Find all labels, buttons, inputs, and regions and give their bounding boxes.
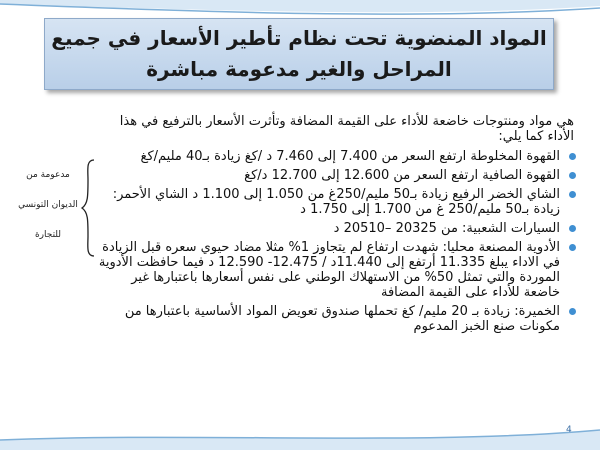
bullet-text: القهوة المخلوطة ارتفع السعر من 7.400 إلى 7.460 د /كغ زيادة بـ40 مليم/كغ	[140, 149, 560, 164]
bullet-icon	[569, 225, 576, 232]
bullet-item	[96, 187, 578, 217]
bullet-icon	[569, 244, 576, 251]
side-note-line: للتجارة	[34, 230, 62, 240]
intro-text: هي مواد ومنتوجات خاضعة للأداء على القيمة المضافة وتأثرت الأسعار بالترفيع في هذا الأداء كما يلي:	[119, 114, 574, 144]
bullet-item	[96, 149, 578, 164]
bullet-item	[96, 168, 578, 183]
bullet-item	[96, 221, 578, 236]
side-note-line: الديوان التونسي	[18, 200, 78, 210]
bullet-icon	[569, 191, 576, 198]
page-number: 4	[566, 425, 572, 435]
slide-content	[96, 114, 578, 338]
bullet-text: القهوة الصافية ارتفع السعر من 12.600 إلى 12.700 د/كغ	[244, 168, 560, 183]
bullet-item	[96, 304, 578, 334]
bullet-text: الشاي الخضر الرفيع زيادة بـ50 مليم/250غ من 1.050 إلى 1.100 د الشاي الأحمر: زيادة بـ50 مليم/250 غ من 1.700 إلى 1.750 د	[112, 187, 560, 217]
bullet-text: السيارات الشعبية: من 20325 –20510 د	[333, 221, 560, 236]
brace-icon	[80, 158, 98, 258]
side-note	[14, 160, 82, 250]
bullet-item	[96, 240, 578, 300]
side-note-line: مدعومة من	[26, 170, 70, 180]
bottom-decoration	[0, 410, 600, 450]
bullet-text: الأدوية المصنعة محليا: شهدت ارتفاع لم يتجاوز 1% مثلا مضاد حيوي سعره قبل الزيادة في الاداء يبلغ 11.335 أرتفع إلى 11.440د / 12.475- 12.590 د فيما حافظت الأدوية الموردة والتي تمثل 50% من الاستهلاك الوطني على نفس أسعارها باعتبارها غير خاضعة للأداء على القيمة المضافة	[98, 240, 560, 300]
title-box	[44, 18, 554, 90]
bullet-text: الخميرة: زيادة بـ 20 مليم/ كغ تحملها صندوق تعويض المواد الأساسية باعتبارها من مكونات صنع الخبز المدعوم	[124, 304, 560, 334]
bullet-icon	[569, 172, 576, 179]
bullet-list	[96, 149, 578, 334]
bullet-icon	[569, 153, 576, 160]
bullet-icon	[569, 308, 576, 315]
slide-title: المواد المنضوية تحت نظام تأطير الأسعار في جميع المراحل والغير مدعومة مباشرة	[51, 26, 547, 81]
